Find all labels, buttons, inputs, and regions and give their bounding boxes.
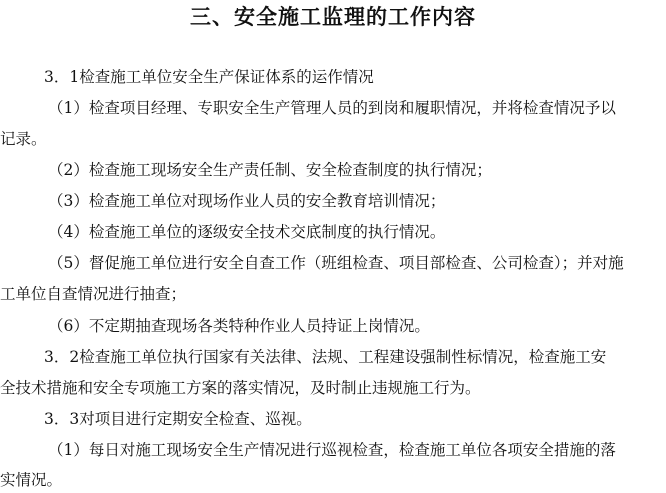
- document-title: 三、安全施工监理的工作内容: [190, 4, 476, 29]
- item-5-line-1: （5）督促施工单位进行安全自查工作（班组检查、项目部检查、公司检查）；并对施: [48, 254, 624, 272]
- item-3: （3）检查施工单位对现场作业人员的安全教育培训情况；: [48, 192, 446, 210]
- item-6: （6）不定期抽查现场各类特种作业人员持证上岗情况。: [48, 317, 430, 335]
- section-3-2-line-1: 3．2检查施工单位执行国家有关法律、法规、工程建设强制性标情况，检查施工安: [44, 348, 607, 366]
- item-4: （4）检查施工单位的逐级安全技术交底制度的执行情况。: [48, 223, 446, 241]
- section-3-1-heading: 3．1检查施工单位安全生产保证体系的运作情况: [44, 68, 374, 86]
- item-5-line-2: 工单位自查情况进行抽查；: [0, 285, 187, 303]
- section-3-2-line-2: 全技术措施和安全专项施工方案的落实情况，及时制止违规施工行为。: [0, 379, 481, 397]
- item-2: （2）检查施工现场安全生产责任制、安全检查制度的执行情况；: [48, 161, 492, 179]
- section-3-3-item-1-line-2: 实情况。: [0, 471, 63, 489]
- section-3-3-item-1-line-1: （1）每日对施工现场安全生产情况进行巡视检查，检查施工单位各项安全措施的落: [48, 441, 616, 459]
- section-3-3-heading: 3．3对项目进行定期安全检查、巡视。: [44, 410, 312, 428]
- item-1-line-2: 记录。: [0, 130, 47, 148]
- item-1-line-1: （1）检查项目经理、专职安全生产管理人员的到岗和履职情况，并将检查情况予以: [48, 99, 616, 117]
